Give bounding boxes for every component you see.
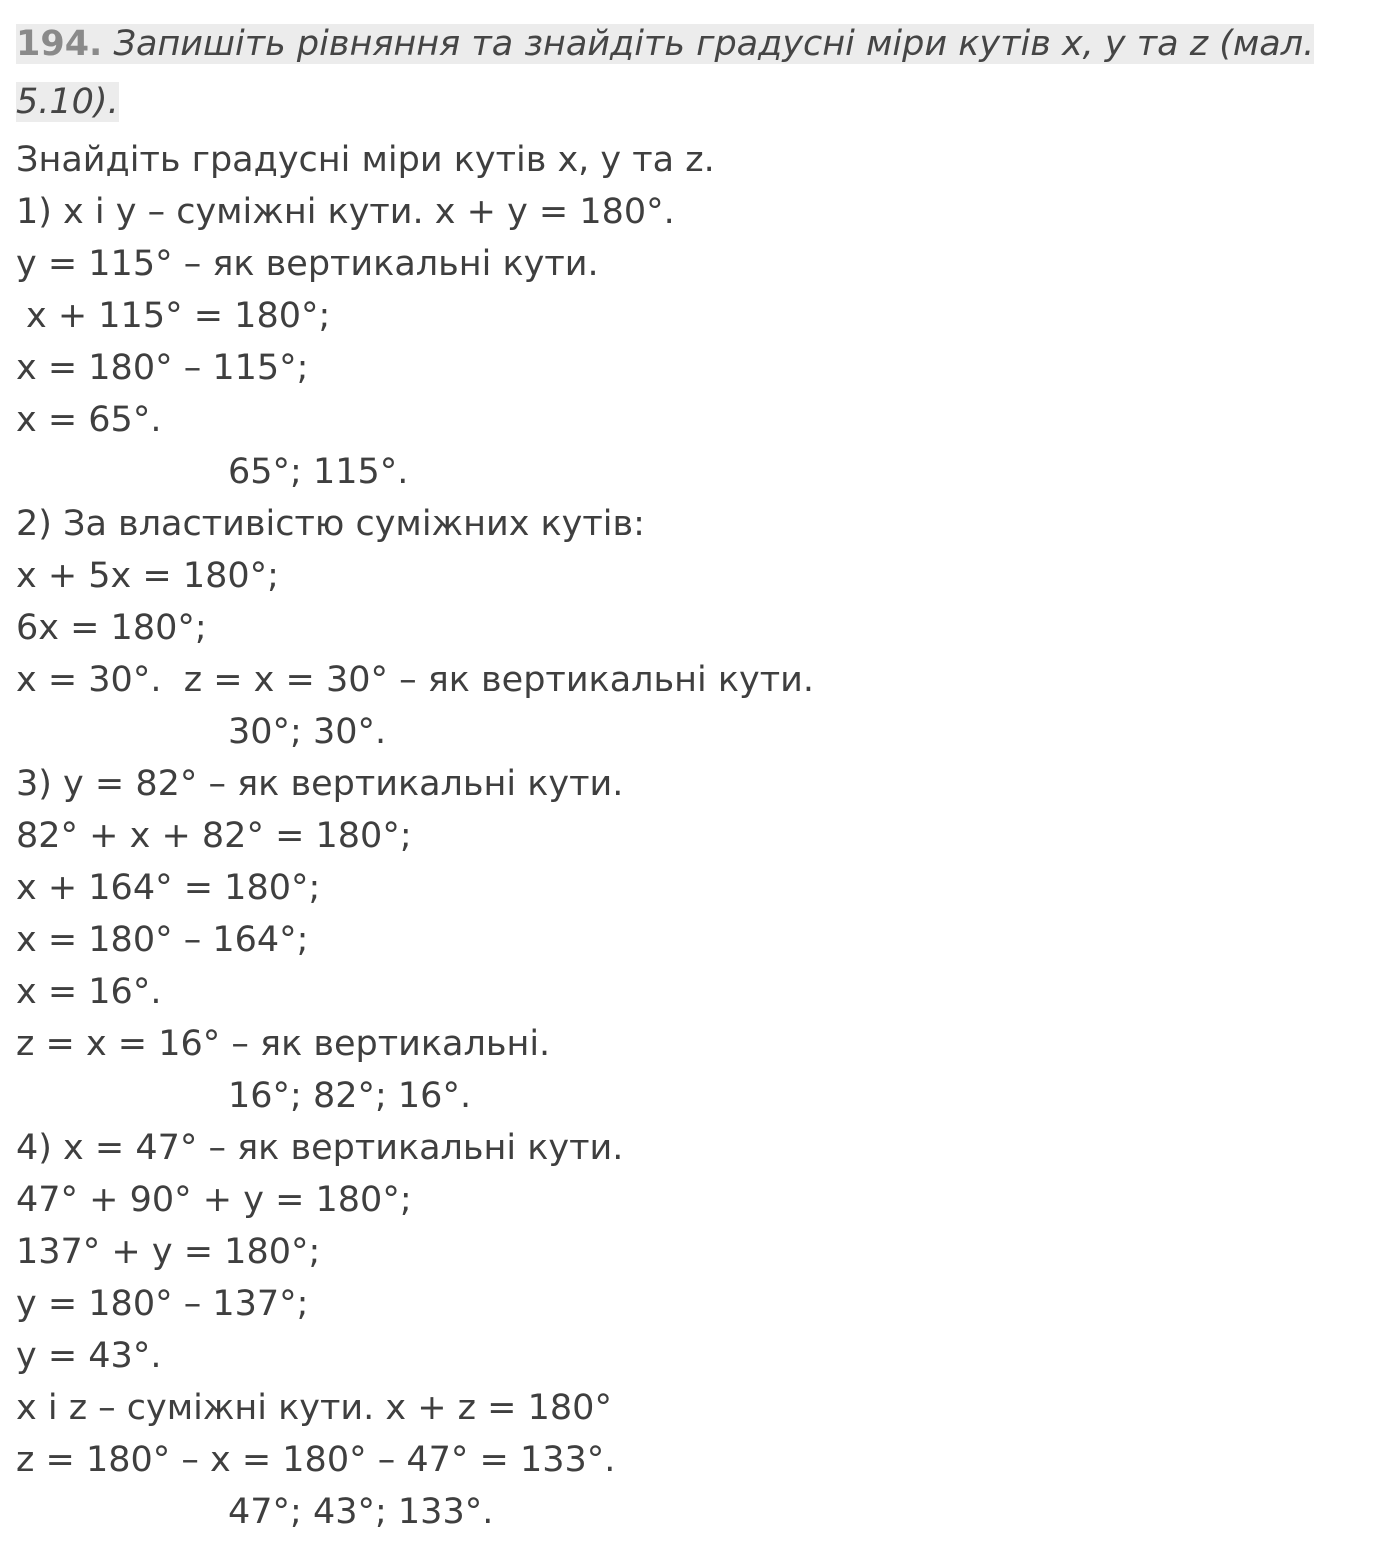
solution-page (16, 18, 1376, 1538)
part4-answer: 47°; 43°; 133°. (228, 1492, 494, 1532)
intro-line: Знайдіть градусні міри кутів x, y та z. (16, 140, 715, 180)
task-header (16, 18, 1376, 134)
part-4 (16, 1122, 1376, 1538)
part-3 (16, 758, 1376, 1122)
part2-line-2: x + 5x = 180°; (16, 556, 279, 596)
part2-line-4: x = 30°. z = x = 30° – як вертикальні кути. (16, 660, 814, 700)
part4-line-1: 4) x = 47° – як вертикальні кути. (16, 1128, 624, 1168)
part2-answer: 30°; 30°. (228, 712, 387, 752)
part3-answer: 16°; 82°; 16°. (228, 1076, 472, 1116)
task-prompt: Запишіть рівняння та знайдіть градусні міри кутів x, y та z (мал. 5.10). (16, 24, 1315, 122)
part1-line-2: y = 115° – як вертикальні кути. (16, 244, 599, 284)
part3-line-3: x + 164° = 180°; (16, 868, 321, 908)
part4-line-7: z = 180° – x = 180° – 47° = 133°. (16, 1440, 616, 1480)
part4-line-6: x і z – суміжні кути. x + z = 180° (16, 1388, 612, 1428)
part-2 (16, 498, 1376, 758)
part-1 (16, 186, 1376, 498)
part1-answer: 65°; 115°. (228, 452, 409, 492)
part4-line-5: y = 43°. (16, 1336, 162, 1376)
part3-line-6: z = x = 16° – як вертикальні. (16, 1024, 551, 1064)
part1-line-3: x + 115° = 180°; (26, 296, 331, 336)
part1-line-1: 1) x і y – суміжні кути. x + y = 180°. (16, 192, 675, 232)
part4-line-2: 47° + 90° + y = 180°; (16, 1180, 412, 1220)
task-number: 194. (16, 24, 103, 64)
part1-line-5: x = 65°. (16, 400, 162, 440)
part2-line-1: 2) За властивістю суміжних кутів: (16, 504, 645, 544)
part4-line-4: y = 180° – 137°; (16, 1284, 309, 1324)
part3-line-2: 82° + x + 82° = 180°; (16, 816, 412, 856)
task-header-text (16, 24, 1314, 122)
part3-line-4: x = 180° – 164°; (16, 920, 309, 960)
part3-line-1: 3) y = 82° – як вертикальні кути. (16, 764, 624, 804)
part4-line-3: 137° + y = 180°; (16, 1232, 321, 1272)
part1-line-4: x = 180° – 115°; (16, 348, 309, 388)
part3-line-5: x = 16°. (16, 972, 162, 1012)
part2-line-3: 6x = 180°; (16, 608, 207, 648)
